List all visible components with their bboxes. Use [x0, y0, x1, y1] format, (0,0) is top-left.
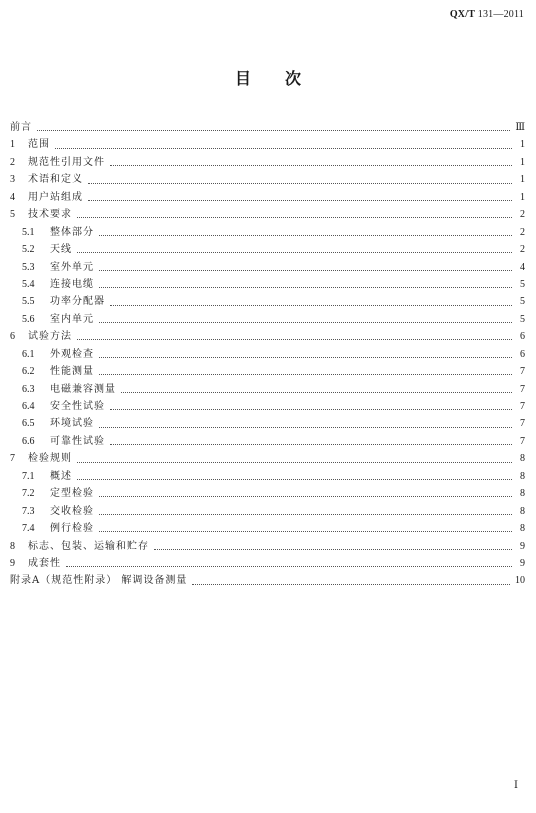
toc-entry-number: 1 — [10, 139, 15, 151]
toc-entry-page: 2 — [520, 244, 525, 256]
toc-entry-page: 6 — [520, 348, 525, 360]
toc-entry[interactable] — [10, 520, 525, 537]
toc-entry-label: 整体部分 — [50, 226, 94, 238]
toc-entry-page: 2 — [520, 226, 525, 238]
toc-entry-label: 用户站组成 — [28, 191, 83, 203]
toc-entry[interactable] — [10, 433, 525, 450]
toc-entry-number: 5.2 — [22, 244, 35, 256]
toc-entry-page: 5 — [520, 313, 525, 325]
toc-dot-leader — [110, 444, 512, 445]
toc-entry[interactable] — [10, 572, 525, 589]
toc-entry-page: 1 — [520, 139, 525, 151]
standard-code-number: 131—2011 — [477, 9, 524, 20]
toc-entry-number: 7.4 — [22, 523, 35, 535]
toc-dot-leader — [99, 374, 512, 375]
toc-entry-label: 室内单元 — [50, 313, 94, 325]
toc-entry-label: 技术要求 — [28, 209, 72, 221]
toc-dot-leader — [99, 322, 512, 323]
toc-entry-page: 6 — [520, 331, 525, 343]
toc-entry[interactable] — [10, 171, 525, 188]
toc-entry[interactable] — [10, 328, 525, 345]
toc-entry-number: 6.6 — [22, 435, 35, 447]
toc-dot-leader — [99, 496, 512, 497]
toc-entry-number: 5.6 — [22, 313, 35, 325]
toc-entry-label: 可靠性试验 — [50, 435, 105, 447]
toc-entry-label: 检验规则 — [28, 453, 72, 465]
toc-dot-leader — [37, 130, 510, 131]
toc-dot-leader — [99, 514, 512, 515]
toc-dot-leader — [110, 305, 512, 306]
toc-entry-number: 6 — [10, 331, 15, 343]
toc-entry-page: 7 — [520, 435, 525, 447]
toc-entry[interactable] — [10, 189, 525, 206]
toc-entry-page: 10 — [515, 575, 525, 587]
toc-entry-page: Ⅲ — [515, 122, 525, 133]
toc-entry-number: 7.2 — [22, 488, 35, 500]
toc-entry-label: 天线 — [50, 244, 72, 256]
toc-dot-leader — [99, 427, 512, 428]
toc-entry-number: 6.3 — [22, 383, 35, 395]
toc-entry-number: 7.3 — [22, 505, 35, 517]
toc-dot-leader — [88, 200, 512, 201]
toc-entry-label: 功率分配器 — [50, 296, 105, 308]
toc-entry-label: 环境试验 — [50, 418, 94, 430]
toc-entry-page: 8 — [520, 523, 525, 535]
toc-dot-leader — [99, 235, 512, 236]
toc-entry-number: 5.3 — [22, 261, 35, 273]
toc-dot-leader — [55, 148, 512, 149]
toc-entry-page: 7 — [520, 418, 525, 430]
toc-entry-page: 8 — [520, 505, 525, 517]
toc-entry-page: 2 — [520, 209, 525, 221]
toc-dot-leader — [110, 409, 512, 410]
toc-dot-leader — [77, 217, 512, 218]
toc-entry[interactable] — [10, 381, 525, 398]
toc-entry-page: 5 — [520, 278, 525, 290]
toc-entry-page: 8 — [520, 453, 525, 465]
toc-dot-leader — [66, 566, 512, 567]
toc-entry-number: 8 — [10, 540, 15, 552]
toc-entry-label: 规范性引用文件 — [28, 156, 105, 168]
page-title: 目次 — [234, 69, 335, 88]
toc-entry-label: 外观检查 — [50, 348, 94, 360]
toc-entry[interactable] — [10, 450, 525, 467]
toc-entry-page: 4 — [520, 261, 525, 273]
toc-entry-label: 术语和定义 — [28, 174, 83, 186]
toc-entry-number: 2 — [10, 156, 15, 168]
toc-entry-page: 1 — [520, 174, 525, 186]
toc-entry-label: 范围 — [28, 139, 50, 151]
toc-entry-page: 8 — [520, 488, 525, 500]
toc-dot-leader — [192, 584, 510, 585]
toc-entry[interactable] — [10, 538, 525, 555]
toc-entry-label: 性能测量 — [50, 366, 94, 378]
toc-entry-page: 8 — [520, 470, 525, 482]
toc-dot-leader — [77, 479, 512, 480]
toc-dot-leader — [99, 270, 512, 271]
toc-entry-label: 试验方法 — [28, 331, 72, 343]
toc-entry-page: 7 — [520, 383, 525, 395]
toc-entry-number: 5 — [10, 209, 15, 221]
table-of-contents — [10, 119, 525, 590]
toc-entry-label: 交收检验 — [50, 505, 94, 517]
toc-entry-number: 9 — [10, 557, 15, 569]
toc-entry[interactable] — [10, 398, 525, 415]
toc-dot-leader — [99, 357, 512, 358]
toc-entry-label: 附录A（规范性附录） 解调设备测量 — [10, 575, 188, 587]
toc-entry-page: 1 — [520, 156, 525, 168]
toc-dot-leader — [77, 252, 512, 253]
toc-entry[interactable] — [10, 346, 525, 363]
toc-entry-number: 5.1 — [22, 226, 35, 238]
toc-entry[interactable] — [10, 415, 525, 432]
toc-dot-leader — [154, 549, 512, 550]
toc-entry-number: 3 — [10, 174, 15, 186]
toc-dot-leader — [88, 183, 512, 184]
toc-entry[interactable] — [10, 555, 525, 572]
toc-entry[interactable] — [10, 503, 525, 520]
standard-code-prefix: QX/T — [449, 9, 476, 20]
toc-entry-number: 6.1 — [22, 348, 35, 360]
toc-entry-label: 前言 — [10, 122, 32, 133]
toc-entry-page: 5 — [520, 296, 525, 308]
toc-entry-number: 7 — [10, 453, 15, 465]
toc-entry-label: 连接电缆 — [50, 278, 94, 290]
toc-entry-page: 9 — [520, 540, 525, 552]
toc-entry-page: 9 — [520, 557, 525, 569]
toc-dot-leader — [77, 339, 512, 340]
toc-dot-leader — [110, 165, 512, 166]
toc-entry-label: 安全性试验 — [50, 401, 105, 412]
toc-entry-number: 6.4 — [22, 401, 35, 412]
toc-entry-label: 室外单元 — [50, 261, 94, 273]
toc-entry-label: 电磁兼容测量 — [50, 383, 116, 395]
toc-entry-label: 标志、包装、运输和贮存 — [28, 540, 149, 552]
toc-entry[interactable] — [10, 241, 525, 258]
toc-dot-leader — [77, 462, 512, 463]
standard-code — [450, 9, 524, 20]
toc-dot-leader — [99, 531, 512, 532]
toc-entry[interactable] — [10, 136, 525, 153]
toc-entry[interactable] — [10, 119, 525, 136]
toc-entry-number: 5.4 — [22, 278, 35, 290]
toc-entry[interactable] — [10, 154, 525, 171]
toc-dot-leader — [99, 287, 512, 288]
toc-entry-page: 1 — [520, 191, 525, 203]
toc-entry[interactable] — [10, 485, 525, 502]
page-number: Ⅰ — [514, 780, 518, 791]
toc-entry-number: 6.5 — [22, 418, 35, 430]
toc-entry[interactable] — [10, 293, 525, 310]
toc-entry[interactable] — [10, 224, 525, 241]
toc-entry[interactable] — [10, 259, 525, 276]
toc-entry-number: 5.5 — [22, 296, 35, 308]
toc-entry-label: 定型检验 — [50, 488, 94, 500]
toc-entry-label: 成套性 — [28, 557, 61, 569]
toc-entry[interactable] — [10, 468, 525, 485]
toc-entry[interactable] — [10, 206, 525, 223]
toc-entry-number: 4 — [10, 191, 15, 203]
toc-entry-number: 7.1 — [22, 470, 35, 482]
toc-dot-leader — [121, 392, 512, 393]
toc-entry-page: 7 — [520, 401, 525, 412]
toc-entry-page: 7 — [520, 366, 525, 378]
toc-entry-label: 概述 — [50, 470, 72, 482]
toc-entry[interactable] — [10, 276, 525, 293]
toc-entry-label: 例行检验 — [50, 523, 94, 535]
toc-entry-number: 6.2 — [22, 366, 35, 378]
toc-entry[interactable] — [10, 363, 525, 380]
toc-entry[interactable] — [10, 311, 525, 328]
